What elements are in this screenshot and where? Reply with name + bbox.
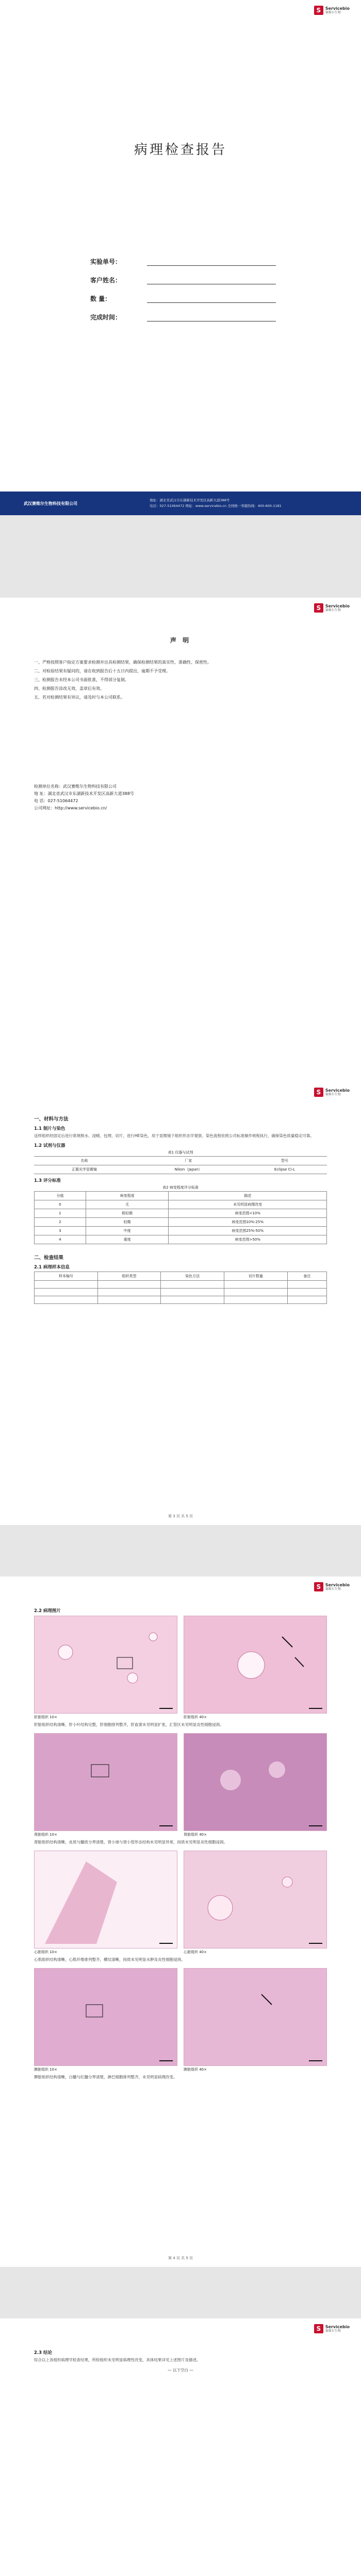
instrument-table [34,1156,327,1174]
subsection-heading: 1.2 试剂与仪器 [34,1143,65,1148]
kidney-10x-image [35,1734,177,1831]
page-header [0,598,361,617]
declaration-item: 三、检测报告未经本公司书面批准，不得部分复制。 [34,677,129,682]
page-header [0,2318,361,2338]
info-line: 公司网址：http://www.servicebio.cn/ [34,806,107,810]
logo-cn: 赛维尔生物 [325,608,341,612]
table-cell: 病变范围25%-50% [169,1227,327,1235]
page-header [0,1577,361,1596]
logo-en: Servicebio [325,1582,350,1587]
table-header: 样本编号 [35,1272,98,1281]
histology-image [34,1733,177,1831]
caption-row [34,2067,327,2072]
histology-image [184,1616,327,1714]
caption-row [34,1715,327,1720]
footer-phone: 电话：027-51064472 网址：www.servicebio.cn 全国统一客服热线：400-600-1181 [150,504,282,508]
scale-bar [309,2060,322,2061]
caption-row [34,1950,327,1955]
company-info [34,783,327,812]
table-cell: 3 [35,1227,86,1235]
image-description: 脾脏组织结构清晰，白髓与红髓分界清楚，淋巴细胞排列整齐，未见明显病理改变。 [34,2075,177,2079]
logo-en: Servicebio [325,603,350,608]
page-footer [0,492,361,515]
table-cell: 轻微 [86,1218,169,1227]
page-number: 第 4 页 共 5 页 [168,2256,193,2260]
logo-mark-icon: S [314,603,323,613]
end-marker: — 以下空白 — [168,2368,193,2372]
table-row [35,1235,327,1244]
table-header: 描述 [169,1192,327,1200]
table-cell [161,1289,224,1296]
histology-image [184,1851,327,1948]
table-cell [97,1281,161,1289]
table-cell: 2 [35,1218,86,1227]
score-table [34,1191,327,1244]
table-cell [224,1289,288,1296]
table-row [35,1281,327,1289]
image-caption: 肾脏组织 10× [34,1833,57,1837]
logo-cn: 赛维尔生物 [325,1092,341,1096]
subsection-heading: 2.3 结论 [34,2350,53,2355]
declaration-page [0,598,361,1113]
table-cell [287,1289,326,1296]
table-cell: 未见明显病理改变 [169,1200,327,1209]
section-heading: 一、材料与方法 [34,1116,69,1122]
heart-10x-image [35,1851,177,1948]
methods-content [34,1110,327,1304]
image-row-spleen [34,1968,327,2066]
table-cell: 1 [35,1209,86,1218]
table-header: 备注 [287,1272,326,1281]
table-cell [97,1296,161,1304]
field-quantity: 数 量： [90,295,111,302]
table-cell: 正置光学显微镜 [34,1165,135,1174]
logo-mark-icon: S [314,1582,323,1591]
table-cell: 极轻微 [86,1209,169,1218]
histology-image [34,1616,177,1714]
kidney-40x-image [184,1734,327,1831]
table-cell [224,1296,288,1304]
table-header: 型号 [242,1157,327,1165]
image-caption: 心脏组织 10× [34,1950,57,1954]
table-cell: Eclipse Ci-L [242,1165,327,1174]
logo-en: Servicebio [325,1088,350,1093]
methods-page [0,1082,361,1525]
table-row [35,1200,327,1209]
image-caption: 脾脏组织 10× [34,2067,57,2072]
company-logo [314,2324,350,2333]
logo-cn: 赛维尔生物 [325,10,341,14]
conclusion-page [0,2318,361,2576]
image-caption: 肝脏组织 10× [34,1715,57,1719]
table-cell: 中度 [86,1227,169,1235]
images-content [34,1604,327,2080]
company-logo [314,1088,350,1097]
image-row-liver [34,1616,327,1714]
scale-bar [159,2060,173,2061]
company-logo [314,603,350,613]
subsection-heading: 2.2 病理图片 [34,1608,61,1614]
table-header: 切片数量 [224,1272,288,1281]
table-row [34,1165,327,1174]
company-logo [314,6,350,15]
image-row-kidney [34,1733,327,1831]
table-caption: 表2 病变程度评分标准 [162,1185,199,1190]
declaration-title: 声 明 [170,637,191,644]
subsection-heading: 2.1 病理样本信息 [34,1265,70,1270]
liver-10x-image [35,1616,177,1714]
field-order-no: 实验单号： [90,258,122,265]
images-page [0,1577,361,2267]
page-header [0,0,361,20]
scale-bar [159,1708,173,1709]
spleen-10x-image [35,1969,177,2066]
histology-image [184,1733,327,1831]
table-row [35,1218,327,1227]
declaration-body [34,658,327,702]
scale-bar [309,1825,322,1826]
spleen-40x-image [184,1969,327,2066]
cover-fields [90,247,276,321]
image-description: 肝脏组织结构清晰，肝小叶结构完整，肝细胞排列整齐，肝血窦未见明显扩张，汇管区未见明显炎性细胞浸润。 [34,1722,224,1727]
info-line: 电 话：027-51064472 [34,799,78,803]
table-row [35,1227,327,1235]
table-cell [287,1296,326,1304]
logo-cn: 赛维尔生物 [325,2329,341,2333]
histology-image [184,1968,327,2066]
conclusion-content [34,2346,327,2374]
table-header: 分值 [35,1192,86,1200]
table-caption: 表1 仪器与试剂 [168,1150,193,1155]
table-cell [35,1296,98,1304]
method-text: 送样组织经固定后进行常规脱水、浸蜡、包埋、切片，进行HE染色，用于显微镜下组织形态学观察。染色流程依照公司标准操作规程执行，确保染色质量稳定可靠。 [34,1133,314,1138]
declaration-item: 四、检测报告涂改无效，盖章后有效。 [34,686,104,691]
logo-mark-icon: S [314,2324,323,2333]
image-row-heart [34,1851,327,1948]
table-cell [35,1281,98,1289]
field-date: 完成时间： [90,314,122,321]
table-row [35,1289,327,1296]
image-description: 心肌组织结构清晰，心肌纤维排列整齐，横纹清晰，间质未见明显水肿及炎性细胞浸润。 [34,1957,185,1962]
image-caption: 心脏组织 40× [184,1950,207,1954]
table-cell [161,1281,224,1289]
report-title: 病理检查报告 [134,142,227,158]
sample-table [34,1272,327,1304]
field-client-line [147,275,276,284]
declaration-item: 五、若对检测结果有异议，请及时与本公司联系。 [34,695,125,700]
declaration-item: 二、对检验结果有疑问的，请在收到报告后十五日内提出，逾期不予受理。 [34,669,170,673]
field-order-no-line [147,257,276,266]
table-cell [287,1281,326,1289]
field-quantity-line [147,294,276,303]
field-date-line [147,312,276,321]
table-cell: 重度 [86,1235,169,1244]
table-header: 组织类型 [97,1272,161,1281]
image-description: 肾脏组织结构清晰，皮质与髓质分界清楚，肾小球与肾小管形态结构未见明显异常，间质未见明显炎性细胞浸润。 [34,1840,227,1844]
table-header: 染色方法 [161,1272,224,1281]
subsection-heading: 1.3 评分标准 [34,1178,61,1183]
table-cell [97,1289,161,1296]
page-header [0,1082,361,1101]
footer-address: 地址：湖北省武汉市东湖新技术开发区高新大道388号 [150,498,230,502]
footer-company: 武汉赛维尔生物科技有限公司 [24,501,77,506]
field-client: 客户姓名： [90,277,122,284]
info-line: 检测单位名称：武汉赛维尔生物科技有限公司 [34,784,117,789]
footer-contact [150,498,282,509]
company-logo [314,1582,350,1591]
heart-40x-image [184,1851,327,1948]
histology-image [34,1968,177,2066]
table-cell: 病变范围>50% [169,1235,327,1244]
table-cell: 病变范围10%-25% [169,1218,327,1227]
image-caption: 肝脏组织 40× [184,1715,207,1719]
table-row [35,1209,327,1218]
table-header: 病变程度 [86,1192,169,1200]
scale-bar [309,1708,322,1709]
table-header: 名称 [34,1157,135,1165]
cover-page [0,0,361,515]
table-cell [35,1289,98,1296]
logo-en: Servicebio [325,2324,350,2329]
histology-image [34,1851,177,1948]
logo-mark-icon: S [314,1088,323,1097]
image-caption: 脾脏组织 40× [184,2067,207,2072]
logo-mark-icon: S [314,6,323,15]
table-row [35,1296,327,1304]
scale-bar [159,1825,173,1826]
table-cell: 0 [35,1200,86,1209]
table-cell: 4 [35,1235,86,1244]
table-cell: Nikon（Japan） [135,1165,242,1174]
scale-bar [159,1943,173,1944]
table-cell: 无 [86,1200,169,1209]
info-line: 地 址：湖北省武汉市东湖新技术开发区高新大道388号 [34,791,134,796]
scale-bar [309,1943,322,1944]
table-header: 厂家 [135,1157,242,1165]
conclusion-text: 综合以上各组织病理学检查结果，所检组织未见明显病理性改变，具体结果详见上述图片及描述。 [34,2358,201,2362]
liver-40x-image [184,1616,327,1714]
logo-en: Servicebio [325,6,350,11]
declaration-item: 一、严格按照客户指定方案要求检测并出具检测结果，确保检测结果的真实性、准确性、保密性。 [34,660,211,665]
table-cell [161,1296,224,1304]
section-heading: 二、检查结果 [34,1255,64,1261]
table-cell: 病变范围<10% [169,1209,327,1218]
caption-row [34,1832,327,1837]
table-cell [224,1281,288,1289]
logo-cn: 赛维尔生物 [325,1587,341,1591]
page-number: 第 3 页 共 5 页 [168,1514,193,1518]
image-caption: 肾脏组织 40× [184,1833,207,1837]
subsection-heading: 1.1 制片与染色 [34,1126,65,1131]
